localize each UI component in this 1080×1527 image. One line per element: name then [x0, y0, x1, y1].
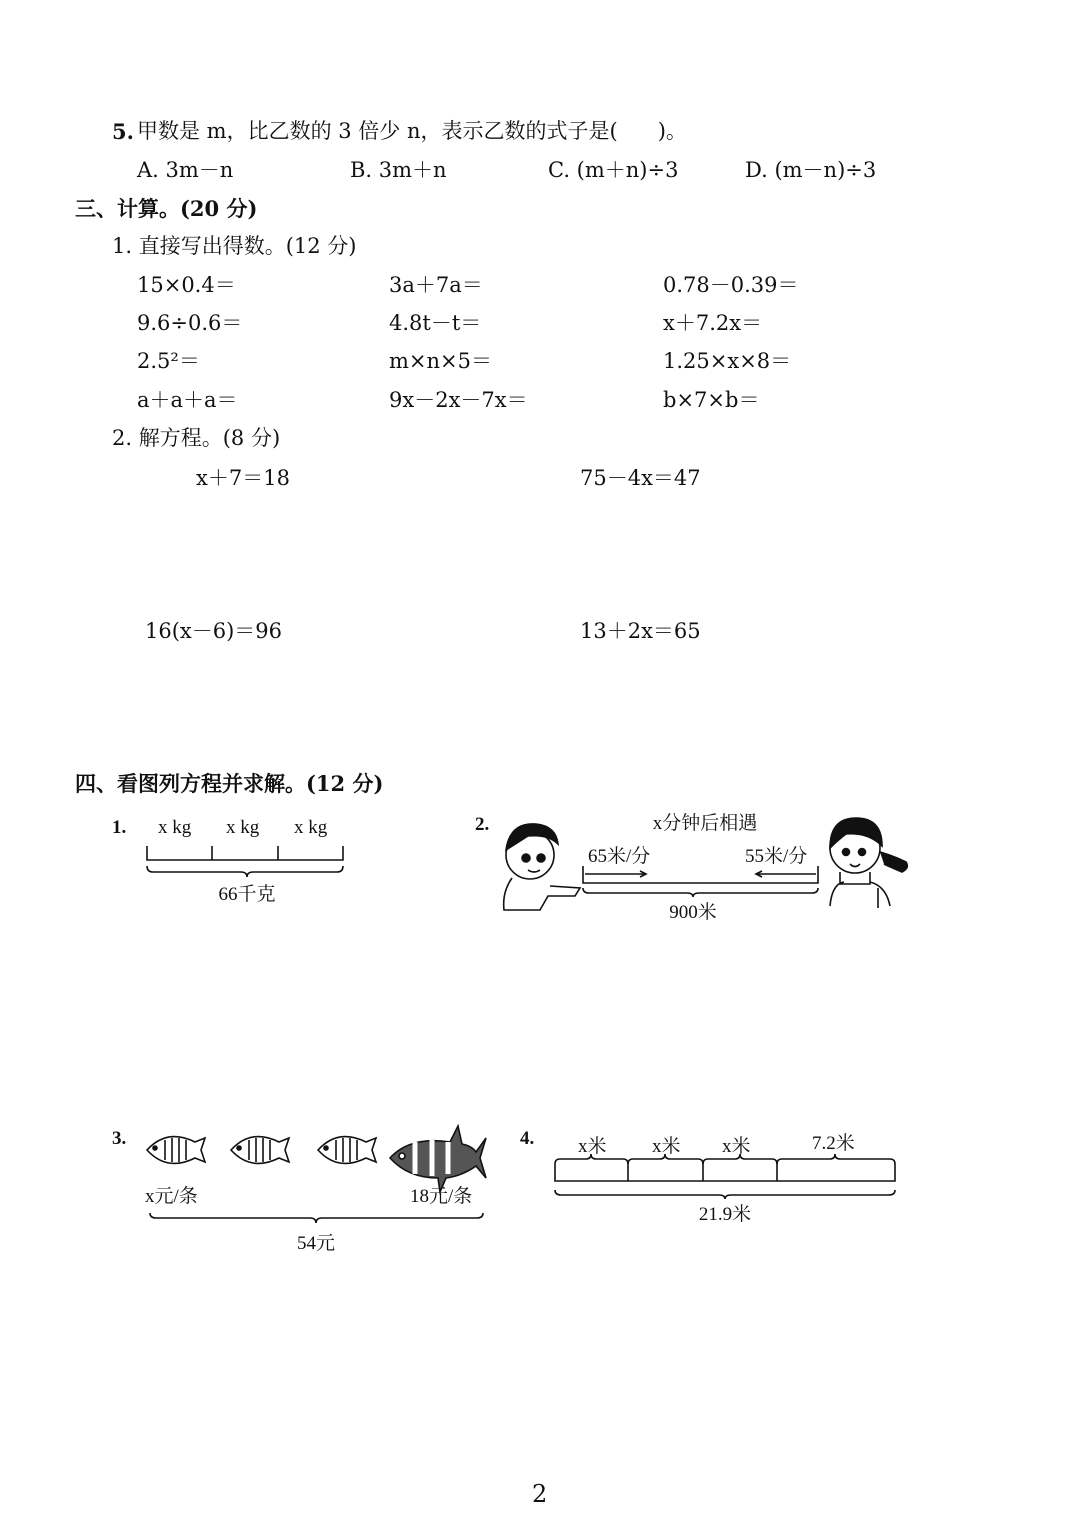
diagram-2 [475, 812, 907, 923]
fish-icon [318, 1137, 376, 1164]
q5-option-d: D. (m－n)÷3 [745, 158, 877, 182]
boy-illustration [504, 824, 580, 910]
p3-price-left: x元/条 [145, 1186, 198, 1207]
q5-option-a: A. 3m－n [137, 158, 234, 182]
girl-illustration [830, 818, 907, 908]
calc-item: 15×0.4＝ [137, 273, 236, 297]
calc-item: 9.6÷0.6＝ [137, 311, 243, 335]
p4-label: x米 [578, 1136, 607, 1157]
calc-item: 2.5²＝ [137, 349, 200, 373]
diagram-4 [520, 1128, 895, 1225]
p2-title: x分钟后相遇 [652, 813, 758, 834]
calc-item: 3a＋7a＝ [389, 273, 483, 297]
p1-label: x kg [294, 817, 328, 838]
calc-item: m×n×5＝ [389, 349, 492, 373]
q5-option-b: B. 3m＋n [350, 158, 447, 182]
p2-number: 2. [475, 814, 490, 835]
equation: 13＋2x＝65 [580, 619, 701, 643]
calc-item: 9x－2x－7x＝ [389, 388, 528, 412]
p3-number: 3. [112, 1128, 127, 1149]
calc-item: x＋7.2x＝ [663, 311, 763, 335]
calc-item: b×7×b＝ [663, 388, 760, 412]
p1-number: 1. [112, 817, 127, 838]
p4-label: x米 [722, 1136, 751, 1157]
fish-icon [231, 1137, 289, 1164]
calc-item: 0.78－0.39＝ [663, 273, 799, 297]
p3-total: 54元 [296, 1233, 336, 1254]
calc-item: 1.25×x×8＝ [663, 349, 792, 373]
page-number: 2 [532, 1480, 548, 1508]
p1-label: x kg [158, 817, 192, 838]
p2-total: 900米 [669, 902, 717, 923]
fish-icon [147, 1137, 205, 1164]
p2-speed-right: 55米/分 [745, 846, 808, 867]
q5-number: 5. [112, 119, 134, 144]
p4-label: x米 [652, 1136, 681, 1157]
section4-title: 四、看图列方程并求解。(12 分) [75, 771, 384, 796]
q5-option-c: C. (m＋n)÷3 [548, 158, 679, 182]
section3-title: 三、计算。(20 分) [75, 196, 258, 221]
p2-speed-left: 65米/分 [588, 846, 651, 867]
p4-total: 21.9米 [698, 1204, 752, 1225]
calc-item: a＋a＋a＝ [137, 388, 238, 412]
equation: x＋7＝18 [196, 466, 290, 490]
equation: 16(x－6)＝96 [145, 619, 283, 643]
p3-price-right: 18元/条 [410, 1186, 473, 1207]
diagram-1 [112, 817, 343, 905]
striped-fish-icon [390, 1126, 486, 1192]
equation: 75－4x＝47 [580, 466, 701, 490]
calc-item: 4.8t－t＝ [389, 311, 482, 335]
p4-number: 4. [520, 1128, 535, 1149]
part1-title: 1. 直接写出得数。(12 分) [112, 234, 357, 258]
p1-label: x kg [226, 817, 260, 838]
p4-label: 7.2米 [812, 1133, 855, 1154]
diagram-3 [112, 1126, 486, 1254]
p1-total: 66千克 [218, 884, 276, 905]
q5-stem: 甲数是 m，比乙数的 3 倍少 n，表示乙数的式子是( )。 [137, 119, 687, 143]
part2-title: 2. 解方程。(8 分) [112, 426, 281, 450]
